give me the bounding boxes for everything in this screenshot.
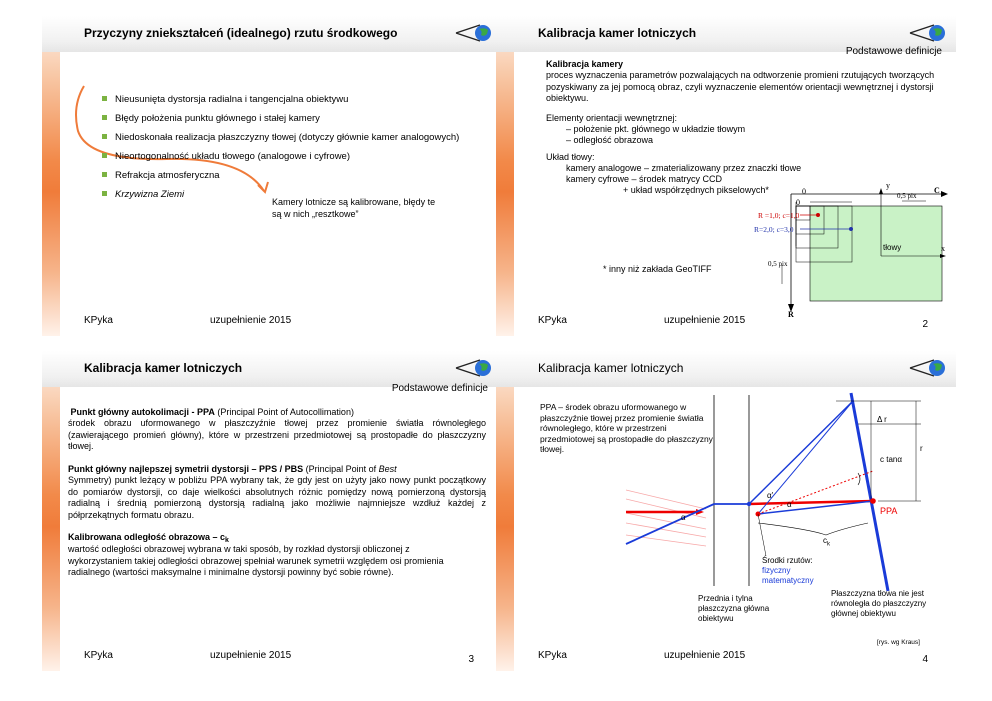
paragraph: wartość odległości obrazowej wybrana w taki sposób, by rozkład dystorsji obliczonej z wykorzystaniem takiej odległości obrazowej spełniał warunek symetrii względem osi promienia radialnego (wartości maksymalne i minimalne dystorsji powinny być sobie równe). — [68, 544, 444, 577]
heading: Kalibracja kamery — [546, 59, 624, 69]
principal-planes-label: Przednia i tylna płaszczyzna główna obiektywu — [698, 594, 770, 623]
footer-note: uzupełnienie 2015 — [210, 315, 292, 326]
axis-label: tłowy — [883, 243, 902, 252]
alpha-label: α — [681, 513, 686, 522]
axis-label: 0,5 pix — [897, 192, 917, 200]
slide-subtitle: Podstawowe definicje — [391, 383, 488, 394]
list-item: Nieortogonalność układu tłowego (analogowe i cyfrowe) — [102, 151, 350, 162]
definition-heading: Punkt główny najlepszej symetrii dystorsji – PPS / PBS (Principal Point of Best — [68, 464, 397, 474]
ppa-label: PPA — [880, 506, 898, 516]
list-item: Krzywizna Ziemi — [102, 189, 184, 200]
footer-author: KPyka — [538, 315, 567, 326]
ck-label: $c_k$ — [823, 536, 830, 548]
list-item: kamery cyfrowe – środek matrycy CCD — [566, 174, 723, 184]
slide-title: Kalibracja kamer lotniczych — [84, 361, 243, 375]
paragraph: proces wyznaczenia parametrów pozwalających na odtworzenie promieni rzutujących tworzących pozyskiwany za jej pomocą obraz, czyli wyznaczenie elementów orientacji wewnętrznej i dystorsji obiektywu. — [546, 70, 935, 103]
footnote: * inny niż zakłada GeoTIFF — [603, 264, 712, 274]
footer-note: uzupełnienie 2015 — [664, 315, 746, 326]
eye-globe-icon — [454, 357, 492, 379]
page-number: 3 — [468, 654, 474, 665]
footer-author: KPyka — [538, 650, 567, 661]
image-plane-label: Płaszczyzna tłowa nie jest równoległa do płaszczyzny głównej obiektywu — [831, 589, 927, 618]
bullet-icon — [102, 153, 107, 158]
alpha-label: α — [787, 500, 792, 509]
slide-subtitle: Podstawowe definicje — [845, 46, 942, 57]
c-tan-label: c tanα — [880, 455, 902, 464]
slide-title: Kalibracja kamer lotniczych — [538, 26, 697, 40]
slide-3 — [42, 351, 502, 671]
axis-label: 0 — [802, 187, 806, 196]
bullet-icon — [102, 191, 107, 196]
list-item: Refrakcja atmosferyczna — [102, 170, 220, 181]
axis-label: 0,5 pix — [768, 260, 788, 268]
axis-label: C — [934, 186, 940, 195]
heading: Układ tłowy: — [546, 152, 595, 162]
paragraph: Symmetry) punkt leżący w pobliżu PPA wybrany tak, że gdy jest on użyty jako nowy punkt początkowy do pomiarów dystorsji, co daje wielkości absolutnych różnic pomiędzy nową pomierzoną dystorsją radialną i średnią pomierzoną dystorsją radialną jako możliwie najmniejsze wzdłuż każdej z półprzekątnych formatu obrazu. — [68, 475, 486, 520]
definition-heading: Punkt główny autokolimacji - PPA (Principal Point of Autocollimation) — [70, 407, 354, 417]
footer-author: KPyka — [84, 315, 113, 326]
bullet-icon — [102, 96, 107, 101]
alpha-prime-label: α' — [767, 491, 774, 500]
footer-note: uzupełnienie 2015 — [664, 650, 746, 661]
r-label: r — [920, 444, 923, 453]
footer-note: uzupełnienie 2015 — [210, 650, 292, 661]
list-item: – położenie pkt. głównego w układzie tłowym — [566, 124, 746, 134]
list-item: kamery analogowe – zmaterializowany przez znaczki tłowe — [566, 163, 802, 173]
list-item: + układ współrzędnych pikselowych* — [623, 185, 769, 195]
delta-r-label: Δ r — [877, 415, 887, 424]
source-note: [rys. wg Kraus] — [877, 639, 920, 646]
page-number: 4 — [922, 654, 928, 665]
slide-accent-bar — [42, 351, 60, 671]
definition-heading: Kalibrowana odległość obrazowa – $c_k$ — [68, 532, 229, 544]
math-center-label: matematyczny — [762, 576, 814, 585]
list-item: Błędy położenia punktu głównego i stałej kamery — [102, 113, 320, 124]
heading: Elementy orientacji wewnętrznej: — [546, 113, 678, 123]
bullet-icon — [102, 134, 107, 139]
slide-4 — [496, 351, 956, 671]
note-line-2: są w nich „resztkowe” — [272, 209, 359, 219]
physical-center-label: fizyczny — [762, 566, 791, 575]
slide-2 — [496, 16, 956, 336]
paragraph: środek obrazu uformowanego w płaszczyźnie tłowej przez promienie światła równoległego (zawierającego promień główny), które w przestrzeni przedmiotowej są prostopadłe do płaszczyzny tłowej. — [68, 418, 486, 451]
footer-author: KPyka — [84, 650, 113, 661]
label-red: R =1,0; c=1,0 — [758, 211, 800, 220]
list-item: – odległość obrazowa — [566, 135, 654, 145]
pixel-coordinate-diagram — [496, 16, 956, 336]
page-number: 2 — [922, 319, 928, 330]
slide-title: Przyczyny zniekształceń (idealnego) rzutu środkowego — [84, 26, 398, 40]
bullet-icon — [102, 115, 107, 120]
axis-label: y — [886, 181, 890, 190]
axis-label: 0 — [796, 198, 800, 207]
note-line-1: Kamery lotnicze są kalibrowane, błędy te — [272, 197, 436, 207]
axis-label: R — [788, 310, 794, 319]
list-item: Niedoskonała realizacja płaszczyzny tłowej (dotyczy głównie kamer analogowych) — [102, 132, 459, 143]
axis-label: x — [941, 244, 945, 253]
slide-1 — [42, 16, 502, 336]
slide-title: Kalibracja kamer lotniczych — [538, 361, 684, 375]
ppa-definition: PPA – środek obrazu uformowanego w płaszczyźnie tłowej przez promienie światła równoległego, które w przestrzeni przedmiotowej są prostopadłe do płaszczyzny tłowej. — [540, 402, 713, 454]
list-item: Nieusunięta dystorsja radialna i tangencjalna obiektywu — [102, 94, 348, 105]
bullet-icon — [102, 172, 107, 177]
label-blue: R=2,0; c=3,0 — [754, 225, 794, 234]
centers-label: Środki rzutów: — [762, 556, 813, 565]
